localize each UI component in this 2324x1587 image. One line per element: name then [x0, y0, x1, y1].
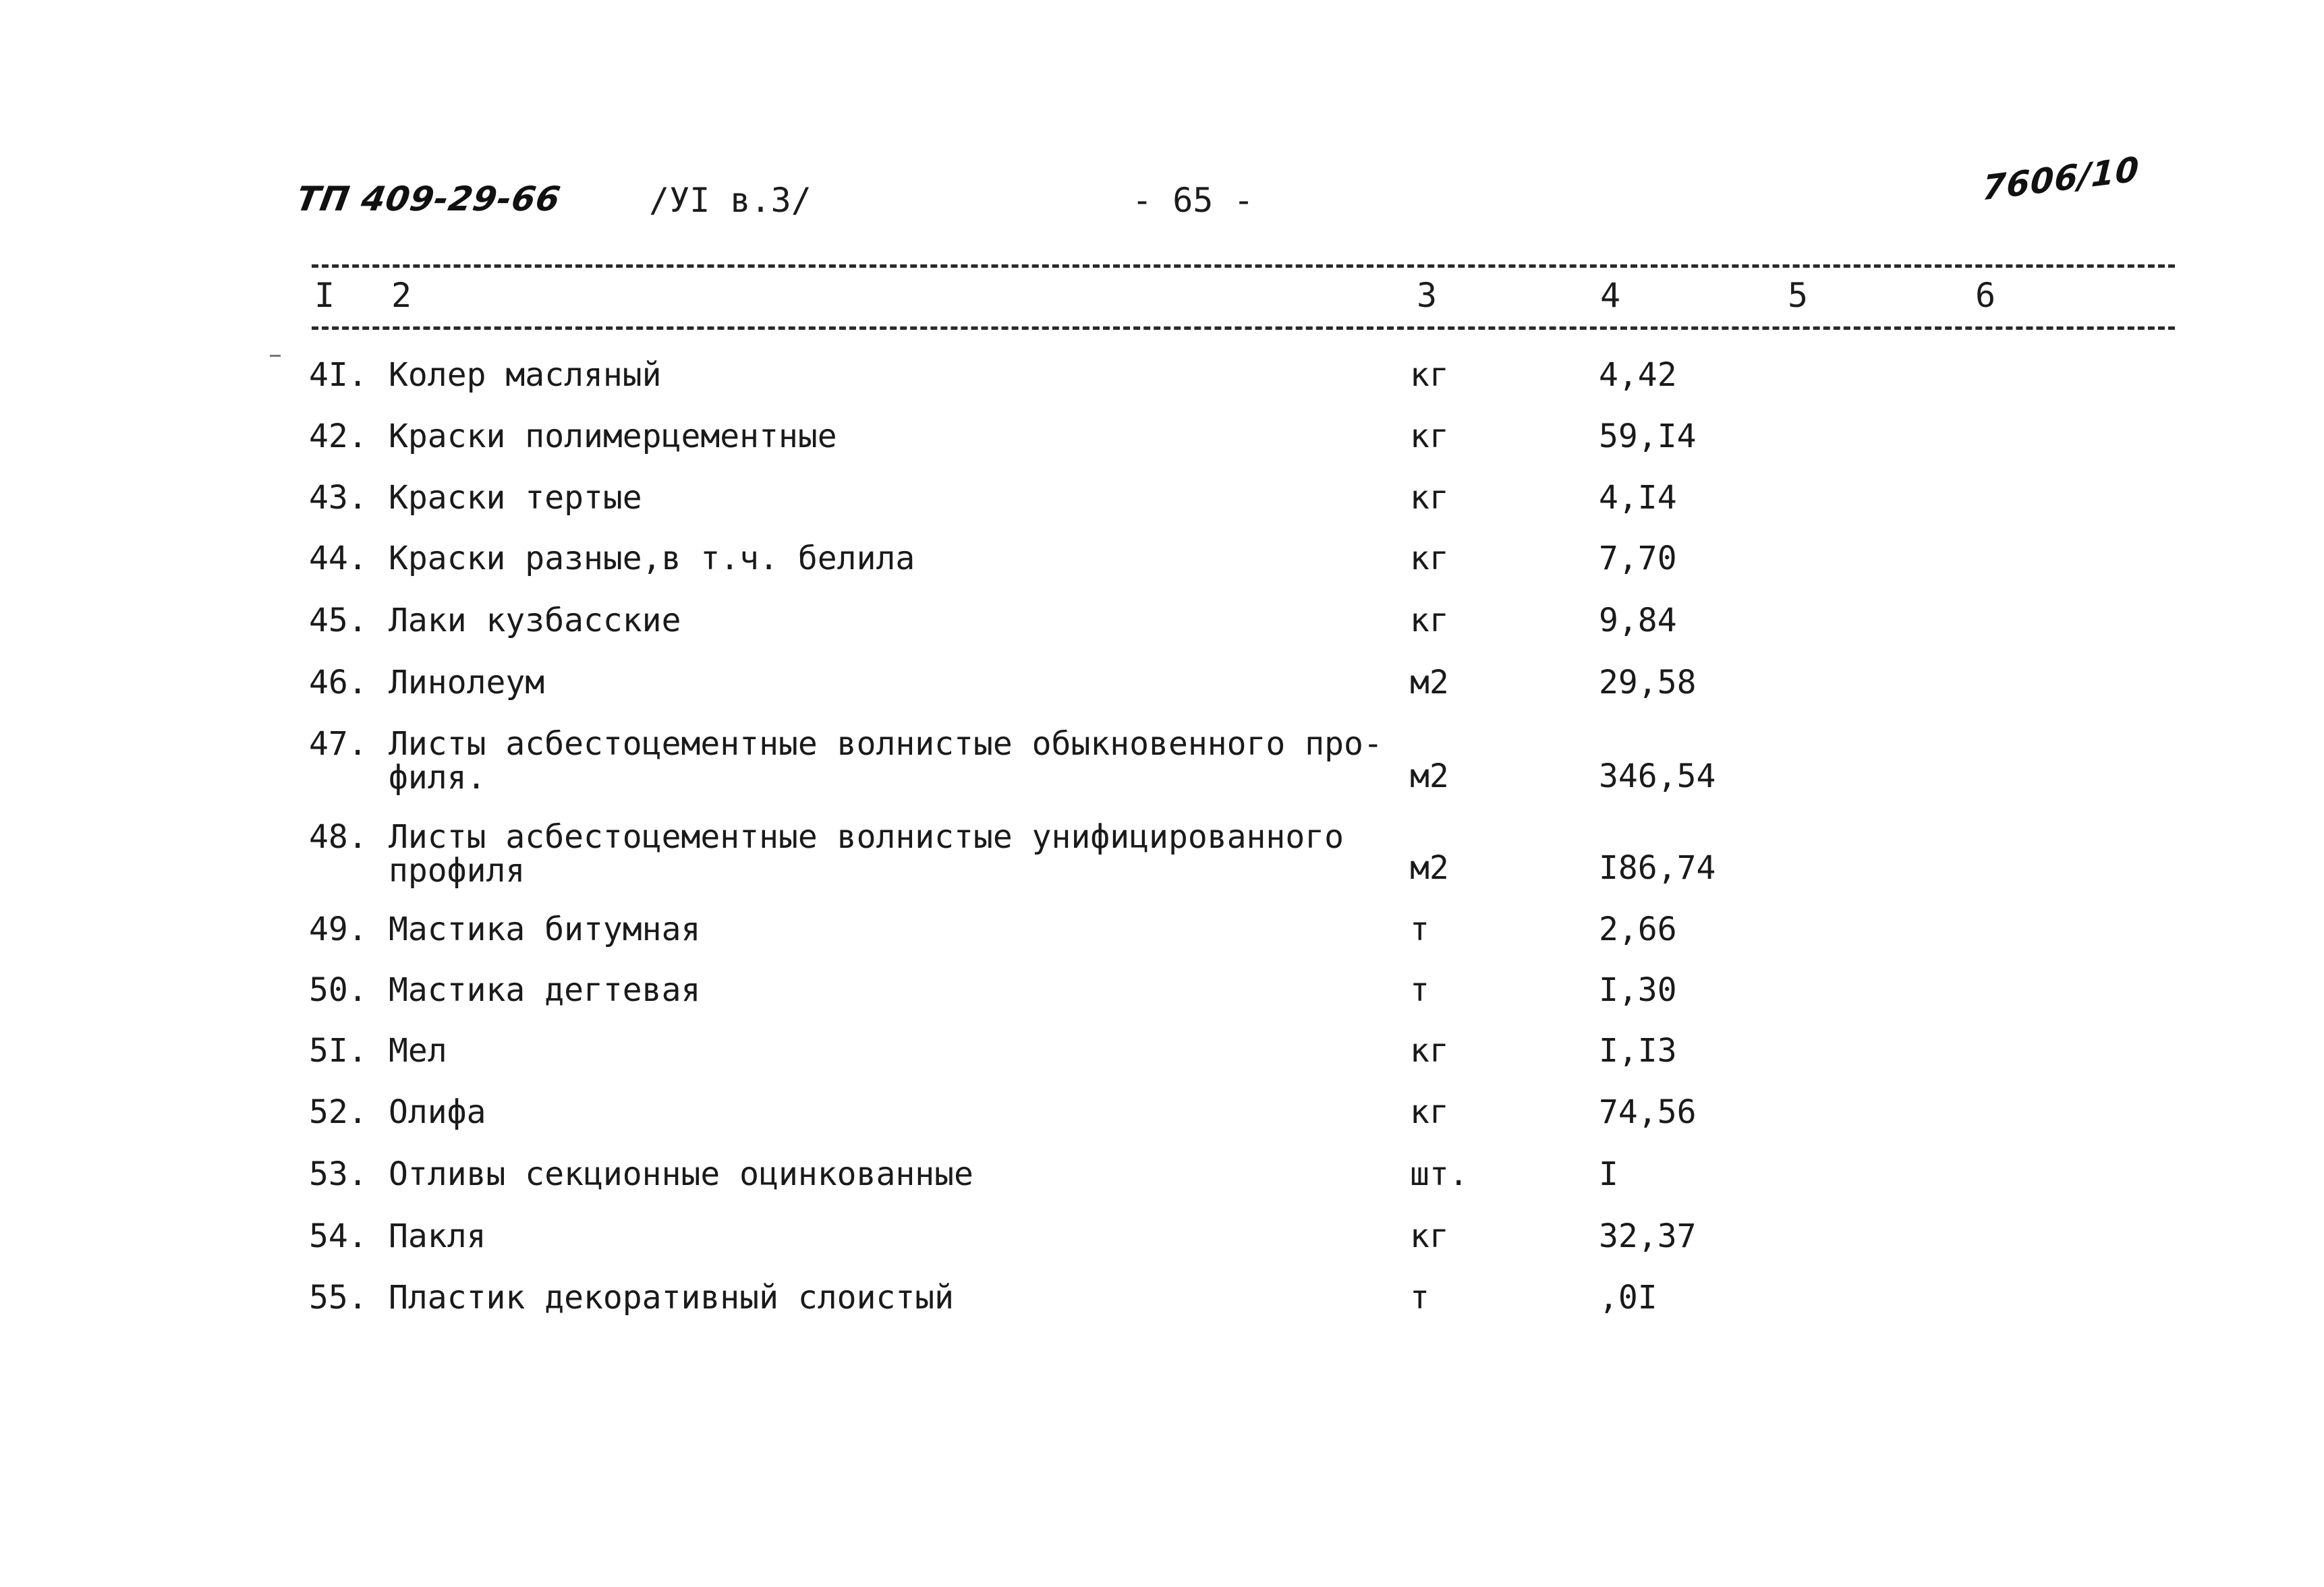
column-number: 6 — [1975, 276, 1996, 315]
column-number: 5 — [1788, 276, 1809, 315]
unit: м2 — [1410, 757, 1449, 795]
material-name: Краски тертые — [389, 479, 642, 517]
row-number: 4I. — [309, 356, 368, 394]
row-number: 44. — [309, 540, 368, 577]
quantity: 32,37 — [1599, 1217, 1697, 1255]
quantity: I — [1599, 1155, 1618, 1193]
row-number: 53. — [309, 1155, 368, 1193]
material-name: Пластик декоративный слоистый — [389, 1279, 955, 1317]
series-code: ТП 409-29-66 — [293, 179, 564, 219]
unit: кг — [1410, 417, 1449, 455]
row-number: 54. — [309, 1217, 368, 1255]
unit: т — [1410, 971, 1429, 1009]
quantity: I,I3 — [1599, 1032, 1677, 1070]
quantity: 74,56 — [1599, 1093, 1697, 1131]
quantity: ,0I — [1599, 1279, 1657, 1317]
quantity: 7,70 — [1599, 540, 1677, 577]
row-number: 49. — [309, 911, 368, 948]
row-number: 42. — [309, 417, 368, 455]
material-name: Пакля — [389, 1217, 486, 1255]
unit: кг — [1410, 540, 1449, 577]
quantity: 9,84 — [1599, 602, 1677, 639]
unit: м2 — [1410, 849, 1449, 887]
material-name: Мел — [389, 1032, 447, 1070]
unit: шт. — [1410, 1155, 1469, 1193]
header-rule-top — [312, 264, 2175, 268]
unit: кг — [1410, 479, 1449, 517]
sheet-number: 7606/10 — [1981, 149, 2141, 208]
quantity: I,30 — [1599, 971, 1677, 1009]
quantity: 59,I4 — [1599, 417, 1697, 455]
header-rule-bottom — [312, 326, 2175, 330]
unit: кг — [1410, 1093, 1449, 1131]
material-name: Листы асбестоцементные волнистые обыкновенного про- филя. — [389, 725, 1383, 797]
unit: кг — [1410, 602, 1449, 639]
margin-mark — [270, 355, 281, 357]
unit: т — [1410, 911, 1429, 948]
quantity: 2,66 — [1599, 911, 1677, 948]
material-name: Отливы секционные оцинкованные — [389, 1155, 973, 1193]
column-number: 3 — [1417, 276, 1438, 315]
quantity: 29,58 — [1599, 664, 1697, 701]
material-name: Лаки кузбасские — [389, 602, 681, 639]
unit: кг — [1410, 1032, 1449, 1070]
unit: м2 — [1410, 664, 1449, 701]
unit: т — [1410, 1279, 1429, 1317]
row-number: 46. — [309, 664, 368, 701]
material-name: Олифа — [389, 1093, 486, 1131]
column-number: 2 — [391, 276, 412, 315]
page-number: - 65 - — [1132, 181, 1254, 220]
material-name: Мастика дегтевая — [389, 971, 701, 1009]
material-name: Колер масляный — [389, 356, 662, 394]
row-number: 5I. — [309, 1032, 368, 1070]
row-number: 50. — [309, 971, 368, 1009]
material-name: Линолеум — [389, 664, 545, 701]
quantity: 4,I4 — [1599, 479, 1677, 517]
material-name: Листы асбестоцементные волнистые унифицированного профиля — [389, 818, 1344, 890]
quantity: 4,42 — [1599, 356, 1677, 394]
unit: кг — [1410, 1217, 1449, 1255]
row-number: 48. — [309, 818, 368, 856]
column-number: I — [314, 276, 335, 315]
quantity: 346,54 — [1599, 757, 1716, 795]
row-number: 47. — [309, 725, 368, 763]
material-name: Краски разные,в т.ч. белила — [389, 540, 915, 577]
row-number: 43. — [309, 479, 368, 517]
unit: кг — [1410, 356, 1449, 394]
row-number: 55. — [309, 1279, 368, 1317]
volume-label: /УI в.3/ — [649, 181, 812, 220]
column-number: 4 — [1600, 276, 1621, 315]
material-name: Краски полимерцементные — [389, 417, 837, 455]
row-number: 45. — [309, 602, 368, 639]
material-name: Мастика битумная — [389, 911, 701, 948]
quantity: I86,74 — [1599, 849, 1716, 887]
row-number: 52. — [309, 1093, 368, 1131]
